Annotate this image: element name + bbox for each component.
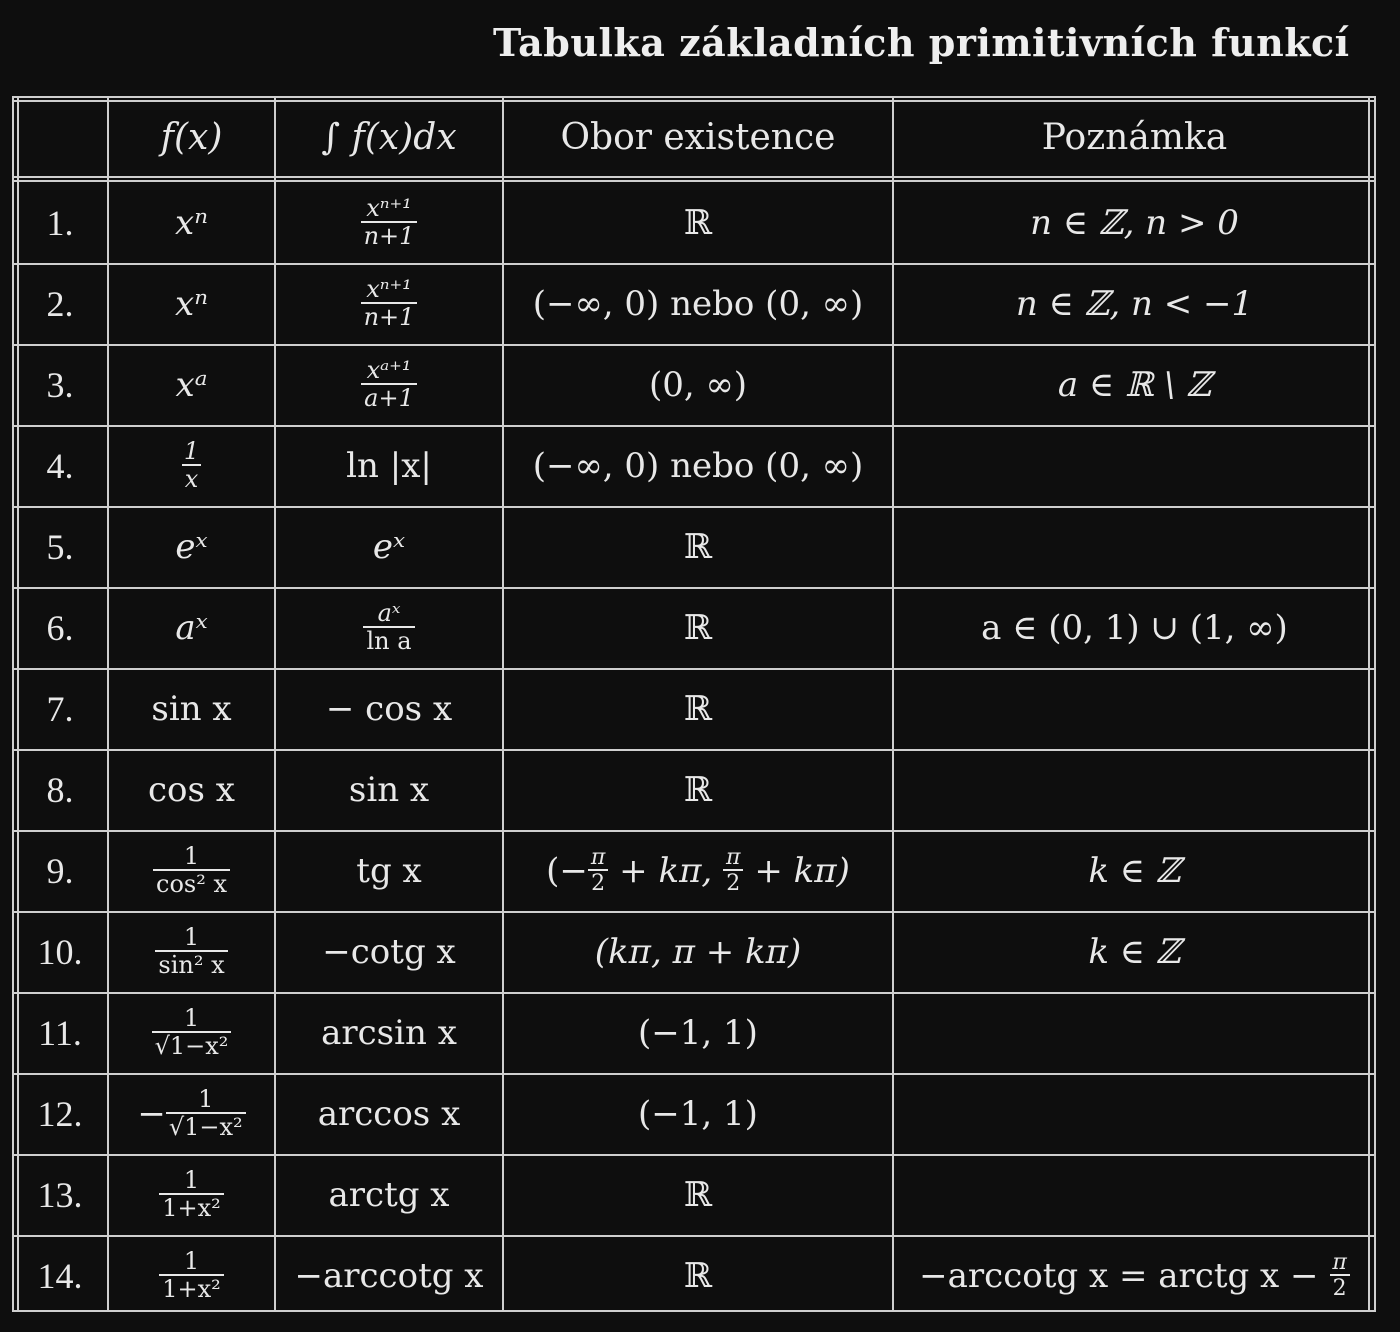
- numerator: xᵃ⁺¹: [366, 355, 412, 384]
- fraction: [361, 355, 417, 412]
- grid-line: [12, 830, 1376, 832]
- note-cell: a ∈ (0, 1) ∪ (1, ∞): [981, 607, 1288, 648]
- table-row: [12, 911, 1376, 992]
- grid-line: [12, 100, 1376, 102]
- fraction: [153, 841, 230, 898]
- integral-cell: −arccotg x: [294, 1255, 484, 1296]
- grid-line: [12, 1154, 1376, 1156]
- numerator: 1: [183, 1246, 200, 1275]
- function-cell: [108, 1073, 275, 1154]
- numerator: π: [726, 844, 741, 870]
- table-row: [12, 182, 1376, 263]
- grid-line: [12, 96, 14, 1312]
- header-integral: ∫ f(x)dx: [321, 116, 457, 158]
- grid-line: [12, 96, 1376, 98]
- grid-line: [12, 344, 1376, 346]
- fraction: [166, 1084, 246, 1141]
- fraction: [155, 922, 227, 979]
- grid-line: [12, 587, 1376, 589]
- row-number: 7.: [46, 688, 74, 729]
- table-row: [12, 1073, 1376, 1154]
- function-cell: aˣ: [175, 607, 208, 648]
- grid-line: [12, 668, 1376, 670]
- numerator: 1: [198, 1084, 214, 1113]
- table-row: [12, 1235, 1376, 1316]
- denominator: n+1: [361, 302, 418, 330]
- domain-cell: ℝ: [683, 607, 713, 648]
- numerator: π: [1332, 1249, 1347, 1275]
- row-number: 13.: [37, 1174, 83, 1215]
- grid-line: [12, 911, 1376, 913]
- domain-cell: ℝ: [683, 769, 713, 810]
- header-function: f(x): [160, 116, 223, 158]
- domain-cell: (kπ, π + kπ): [594, 931, 802, 972]
- table-row: [12, 749, 1376, 830]
- note-cell: [893, 749, 1376, 830]
- row-number: 2.: [46, 283, 74, 324]
- row-number: 3.: [46, 364, 74, 405]
- numerator: xⁿ⁺¹: [366, 274, 412, 303]
- table-row: [12, 668, 1376, 749]
- note-cell: n ∈ ℤ, n < −1: [1015, 283, 1254, 324]
- row-number: 8.: [46, 769, 74, 810]
- denominator: √1−x²: [166, 1112, 246, 1140]
- row-number: 11.: [38, 1012, 82, 1053]
- table-row: [12, 425, 1376, 506]
- grid-line: [107, 96, 109, 1312]
- domain-cell: ℝ: [683, 688, 713, 729]
- numerator: π: [590, 844, 606, 870]
- numerator: 1: [183, 1165, 200, 1194]
- function-cell: xⁿ: [175, 202, 208, 243]
- function-cell: [108, 992, 275, 1073]
- fraction: [181, 436, 202, 493]
- note-cell: a ∈ ℝ \ ℤ: [1057, 364, 1212, 405]
- denominator: cos² x: [153, 869, 230, 897]
- function-cell: [108, 830, 275, 911]
- domain-cell: (−1, 1): [638, 1093, 758, 1134]
- grid-line: [12, 992, 1376, 994]
- domain-cell: ℝ: [683, 202, 713, 243]
- minus-sign: −: [137, 1093, 166, 1134]
- fraction: [361, 274, 418, 331]
- row-number: 4.: [46, 445, 74, 486]
- function-cell: [108, 425, 275, 506]
- note-cell: [893, 1073, 1376, 1154]
- row-number: 5.: [46, 526, 74, 567]
- note-cell: k ∈ ℤ: [1088, 931, 1181, 972]
- integral-cell: sin x: [348, 769, 430, 810]
- grid-line: [12, 176, 1376, 178]
- page-title: Tabulka základních primitivních funkcí: [493, 20, 1350, 65]
- row-number: 6.: [46, 607, 74, 648]
- integral-cell: arctg x: [328, 1174, 450, 1215]
- integral-cell: [275, 182, 503, 263]
- integral-cell: tg x: [356, 850, 422, 891]
- grid-line: [1374, 96, 1376, 1312]
- denominator: a+1: [361, 383, 417, 411]
- table-header-row: [12, 96, 1376, 178]
- header-domain: Obor existence: [560, 116, 836, 158]
- grid-line: [12, 180, 1376, 182]
- table-row: [12, 587, 1376, 668]
- domain-cell: ℝ: [683, 1255, 713, 1296]
- domain-cell: [503, 830, 893, 911]
- integral-cell: ln |x|: [346, 445, 432, 486]
- domain-part: + kπ,: [608, 850, 724, 891]
- row-number: 12.: [37, 1093, 83, 1134]
- denominator: 1+x²: [159, 1274, 224, 1302]
- domain-cell: (−∞, 0) nebo (0, ∞): [532, 283, 864, 324]
- domain-cell: ℝ: [683, 1174, 713, 1215]
- grid-line: [12, 425, 1376, 427]
- numerator: 1: [183, 922, 200, 951]
- antiderivative-table: [12, 96, 1376, 1312]
- fraction: [159, 1246, 224, 1303]
- function-cell: [108, 1235, 275, 1316]
- grid-line: [502, 96, 504, 1312]
- row-number: 1.: [46, 202, 74, 243]
- integral-cell: eˣ: [372, 526, 406, 567]
- row-number: 9.: [46, 850, 74, 891]
- denominator: sin² x: [155, 950, 227, 978]
- note-cell: [893, 1235, 1376, 1316]
- denominator: 2: [588, 869, 608, 895]
- fraction: [723, 846, 743, 895]
- integral-cell: − cos x: [325, 688, 453, 729]
- fraction: [1329, 1251, 1349, 1300]
- note-cell: [893, 992, 1376, 1073]
- integral-cell: arcsin x: [321, 1012, 457, 1053]
- denominator: n+1: [361, 221, 418, 249]
- note-cell: [893, 425, 1376, 506]
- domain-cell: (0, ∞): [648, 364, 748, 405]
- numerator: 1: [183, 1003, 200, 1032]
- grid-line: [12, 506, 1376, 508]
- grid-line: [12, 263, 1376, 265]
- fraction: [361, 193, 418, 250]
- function-cell: cos x: [148, 769, 235, 810]
- domain-cell: ℝ: [683, 526, 713, 567]
- header-index: [12, 96, 108, 178]
- denominator: √1−x²: [152, 1031, 232, 1059]
- row-number: 14.: [37, 1255, 83, 1296]
- grid-line: [274, 96, 276, 1312]
- function-cell: sin x: [151, 688, 232, 729]
- note-cell: [893, 506, 1376, 587]
- table-row: [12, 992, 1376, 1073]
- function-cell: [108, 911, 275, 992]
- domain-cell: (−1, 1): [638, 1012, 758, 1053]
- integral-cell: [275, 263, 503, 344]
- numerator: xⁿ⁺¹: [366, 193, 412, 222]
- grid-line: [1368, 96, 1370, 1312]
- denominator: ln a: [363, 626, 414, 654]
- numerator: 1: [183, 841, 200, 870]
- note-cell: n ∈ ℤ, n > 0: [1030, 202, 1239, 243]
- grid-line: [12, 1073, 1376, 1075]
- note-text: −arccotg x = arctg x −: [919, 1255, 1330, 1296]
- table-row: [12, 344, 1376, 425]
- denominator: 2: [723, 869, 743, 895]
- fraction: [588, 846, 608, 895]
- function-cell: eˣ: [175, 526, 208, 567]
- table-row: [12, 1154, 1376, 1235]
- note-cell: [893, 668, 1376, 749]
- table-row: [12, 830, 1376, 911]
- function-cell: xⁿ: [175, 283, 208, 324]
- integral-cell: [275, 587, 503, 668]
- table-row: [12, 263, 1376, 344]
- integral-cell: −cotg x: [322, 931, 456, 972]
- note-cell: k ∈ ℤ: [1088, 850, 1181, 891]
- numerator: 1: [183, 436, 200, 465]
- fraction: [363, 598, 414, 655]
- function-cell: xᵃ: [175, 364, 208, 405]
- numerator: aˣ: [377, 598, 401, 627]
- fraction: [152, 1003, 232, 1060]
- integral-cell: arccos x: [317, 1093, 461, 1134]
- grid-line: [892, 96, 894, 1312]
- header-note: Poznámka: [1041, 116, 1228, 158]
- denominator: 1+x²: [159, 1193, 224, 1221]
- grid-line: [12, 1235, 1376, 1237]
- row-number: 10.: [37, 931, 83, 972]
- table-row: [12, 506, 1376, 587]
- grid-line: [12, 1310, 1376, 1312]
- note-cell: [893, 1154, 1376, 1235]
- function-cell: [108, 1154, 275, 1235]
- denominator: 2: [1330, 1274, 1350, 1300]
- domain-part: + kπ): [743, 850, 850, 891]
- fraction: [159, 1165, 224, 1222]
- domain-part: (−: [546, 850, 588, 891]
- domain-cell: (−∞, 0) nebo (0, ∞): [532, 445, 864, 486]
- integral-cell: [275, 344, 503, 425]
- denominator: x: [182, 464, 202, 492]
- grid-line: [17, 96, 19, 1312]
- grid-line: [12, 749, 1376, 751]
